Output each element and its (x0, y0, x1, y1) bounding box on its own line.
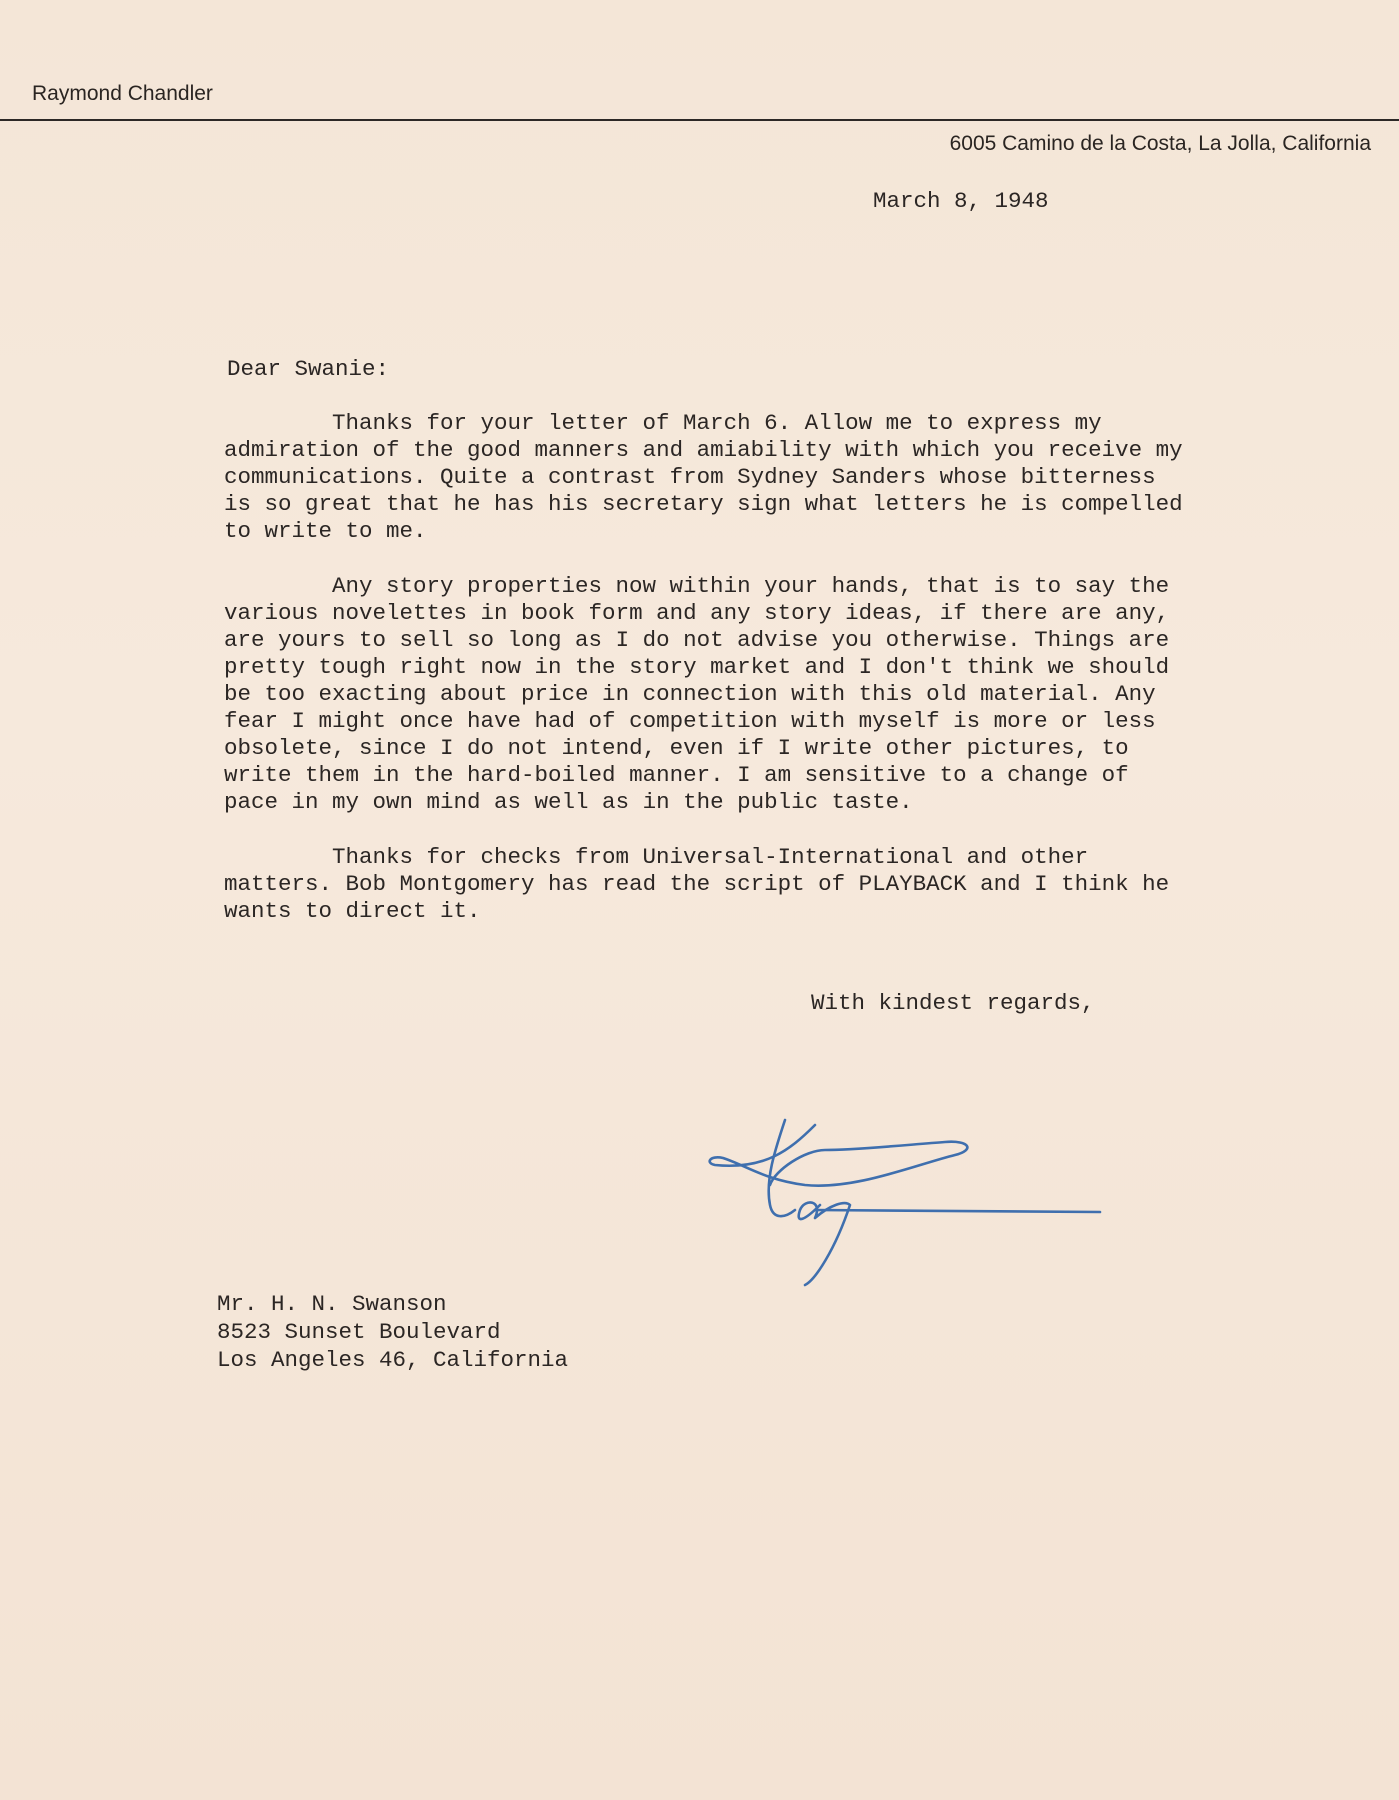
letter-date: March 8, 1948 (873, 188, 1049, 214)
body-paragraph-2: Any story properties now within your hands, that is to say the various novelettes in book form and any story ideas, if there are any, are yours to sell so long as I do not advise you otherwise. Things are pretty tough right now in the story market and I don't think we should be too exacting about price in connection with this old material. Any fear I might once have had of competition with myself is more or less obsolete, since I do not intend, even if I write other pictures, to write them in the hard-boiled manner. I am sensitive to a change of pace in my own mind as well as in the public taste. (224, 573, 1170, 815)
closing: With kindest regards, (811, 990, 1095, 1016)
addressee-street: 8523 Sunset Boulevard (217, 1319, 501, 1345)
salutation: Dear Swanie: (227, 356, 390, 382)
body-paragraph-3: Thanks for checks from Universal-International and other matters. Bob Montgomery has read the script of PLAYBACK and I think he wants to direct it. (224, 844, 1170, 924)
letterhead-address: 6005 Camino de la Costa, La Jolla, California (949, 132, 1371, 155)
addressee-name: Mr. H. N. Swanson (217, 1291, 447, 1317)
signature-icon (705, 1110, 1105, 1290)
letterhead-divider (0, 119, 1399, 121)
letter-body (224, 410, 1184, 953)
addressee-city: Los Angeles 46, California (217, 1347, 569, 1373)
body-paragraph-1: Thanks for your letter of March 6. Allow me to express my admiration of the good manners and amiability with which you receive my communications. Quite a contrast from Sydney Sanders whose bitterness is so great that he has his secretary sign what letters he is compelled to write to me. (224, 410, 1183, 544)
addressee-block (217, 1290, 568, 1374)
letterhead-name: Raymond Chandler (32, 82, 213, 105)
